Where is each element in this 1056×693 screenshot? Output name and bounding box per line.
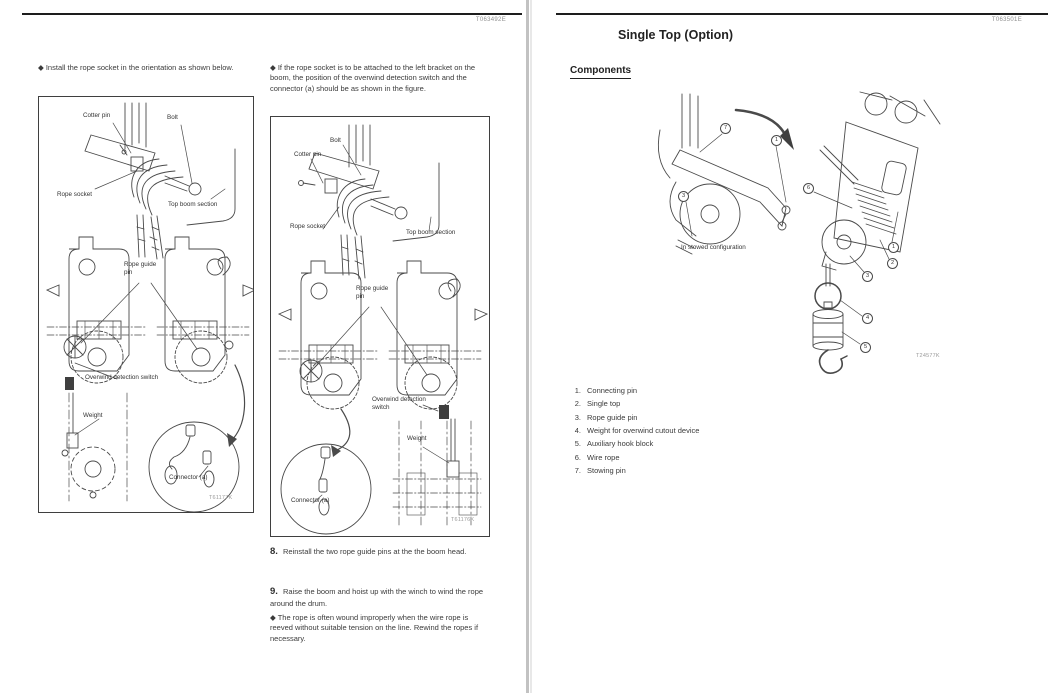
single-top-main-drawing bbox=[813, 92, 940, 373]
list-item: 5. Auxiliary hook block bbox=[574, 439, 654, 449]
install-instruction: ◆ Install the rope socket in the orientation as shown below. bbox=[38, 63, 234, 72]
list-item: 2. Single top bbox=[574, 399, 621, 409]
list-item: 4. Weight for overwind cutout device bbox=[574, 426, 700, 436]
stowed-caption: In stowed configuration bbox=[681, 244, 746, 251]
label-top-boom-section: Top boom section bbox=[168, 201, 218, 208]
list-item: 7. Stowing pin bbox=[574, 465, 626, 475]
rope-winding-note: ◆ The rope is often wound improperly when the wire rope is reeved without suitable tension on the line. Rewind the ropes if necessary. bbox=[270, 613, 479, 643]
figure-code: T61177K bbox=[209, 495, 233, 501]
list-item: 6. Wire rope bbox=[574, 452, 620, 462]
callout-wire-rope: 6 bbox=[803, 183, 814, 194]
page-code-left: T063492E bbox=[475, 17, 506, 23]
page-title: Single Top (Option) bbox=[618, 28, 734, 42]
label-weight-2: Weight bbox=[407, 435, 427, 442]
label-connector-a-2: Connector (a) bbox=[291, 497, 330, 504]
step-9 bbox=[270, 585, 491, 610]
components-list bbox=[572, 384, 699, 477]
figure-code-2: T61176K bbox=[451, 517, 475, 523]
label-connector-a: Connector (a) bbox=[169, 474, 208, 481]
callout-rope-guide-pin: 3 bbox=[862, 271, 873, 282]
label-overwind-switch: Overwind detection switch bbox=[85, 374, 159, 381]
page-divider bbox=[526, 0, 529, 693]
label-overwind-switch-2: Overwind detection switch bbox=[372, 396, 426, 411]
step-9-text: Raise the boom and hoist up with the winch to wind the rope around the drum. bbox=[270, 587, 484, 609]
header-rule-right bbox=[556, 13, 1048, 15]
boom-head-top-drawing bbox=[85, 103, 235, 259]
label-top-boom-section-2: Top boom section bbox=[406, 229, 456, 236]
page-divider-soft bbox=[530, 0, 532, 693]
figure-code-right: T24577K bbox=[916, 353, 940, 359]
label-rope-socket-2: Rope socket bbox=[290, 223, 326, 230]
label-bolt-2: Bolt bbox=[330, 137, 341, 144]
label-rope-guide-pin-2: Rope guide pin bbox=[356, 285, 389, 300]
list-item: 1. Connecting pin bbox=[574, 386, 638, 396]
label-rope-socket: Rope socket bbox=[57, 191, 93, 198]
label-cotter-pin: Cotter pin bbox=[83, 112, 111, 119]
rope-socket-orientation-drawing bbox=[39, 97, 253, 512]
step-9-number: 9. bbox=[270, 586, 278, 597]
page-code-right: T063501E bbox=[991, 17, 1022, 23]
label-weight: Weight bbox=[83, 412, 103, 419]
left-bracket-drawing bbox=[271, 117, 489, 536]
callout-overwind-weight: 4 bbox=[862, 313, 873, 324]
figure-rope-socket-orientation bbox=[38, 96, 254, 513]
list-item: 3. Rope guide pin bbox=[574, 412, 638, 422]
stowed-configuration-drawing bbox=[658, 94, 794, 254]
boom-head-top-drawing2 bbox=[299, 125, 440, 279]
label-bolt: Bolt bbox=[167, 114, 178, 121]
label-rope-guide-pin: Rope guide pin bbox=[124, 261, 157, 276]
step-8 bbox=[270, 545, 491, 557]
callout-single-top: 2 bbox=[887, 258, 898, 269]
callout-rope-guide-pin-stowed: 3 bbox=[678, 191, 689, 202]
label-cotter-pin-2: Cotter pin bbox=[294, 151, 322, 158]
step-8-text: Reinstall the two rope guide pins at the the boom head. bbox=[282, 547, 467, 556]
step-8-number: 8. bbox=[270, 546, 278, 557]
section-heading: Components bbox=[570, 65, 631, 79]
header-rule-left bbox=[22, 13, 522, 15]
single-top-figure bbox=[640, 90, 960, 380]
callout-aux-hook-block: 5 bbox=[860, 342, 871, 353]
callout-connecting-pin: 1 bbox=[888, 242, 899, 253]
callout-stowing-pin: 7 bbox=[720, 123, 731, 134]
callout-connecting-pin-stowed: 1 bbox=[771, 135, 782, 146]
left-bracket-instruction: ◆ If the rope socket is to be attached to the left bracket on the boom, the position of the overwind detection switch and the connector (a) should be as shown in the figure. bbox=[270, 63, 476, 93]
figure-left-bracket bbox=[270, 116, 490, 537]
